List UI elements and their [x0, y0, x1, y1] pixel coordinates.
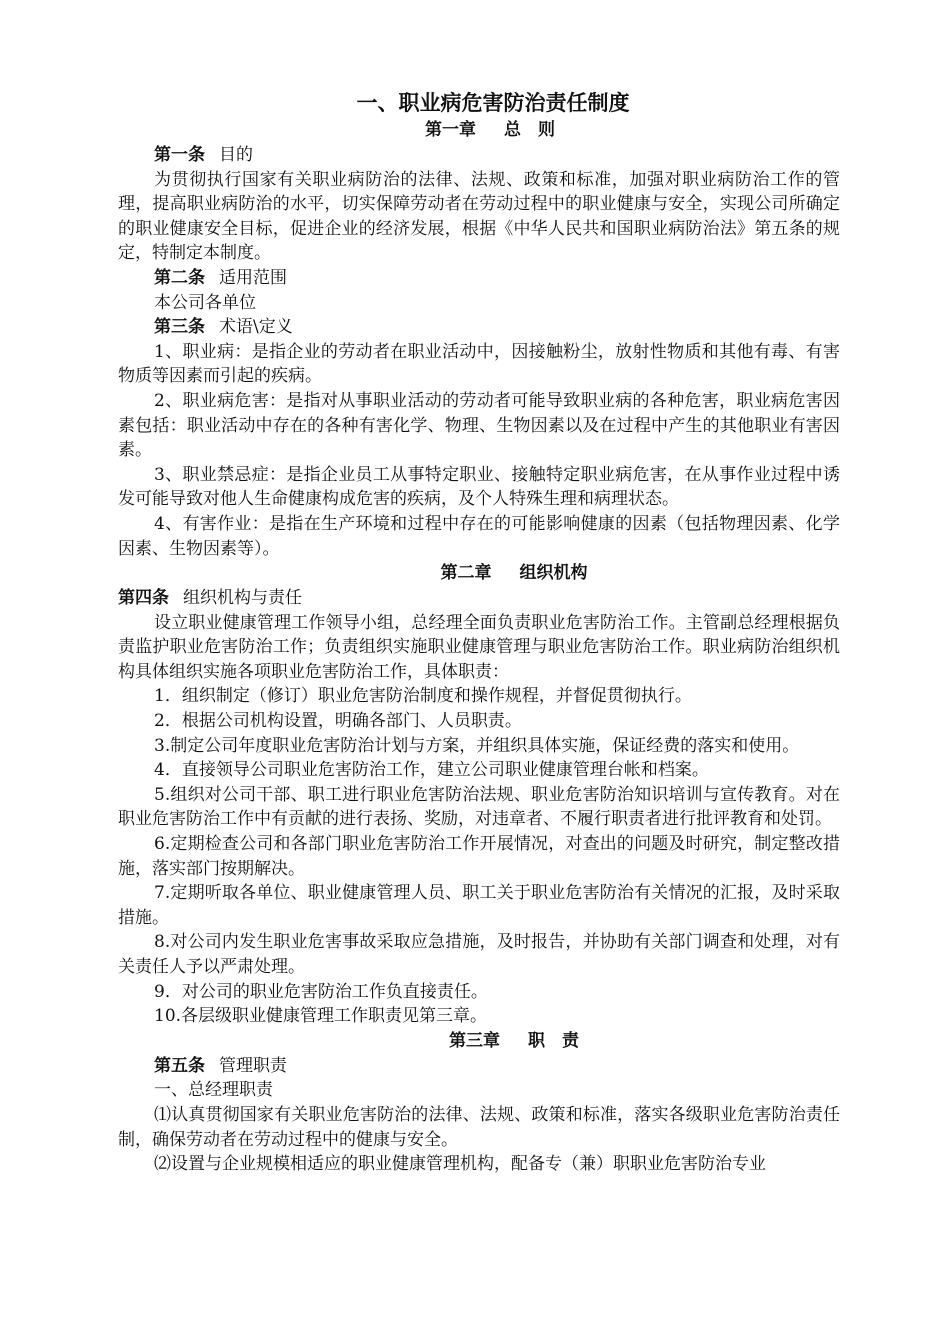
list-item: 6.定期检查公司和各部门职业危害防治工作开展情况，对查出的问题及时研究，制定整改措施，落实部门按期解决。	[118, 834, 840, 879]
article-label: 第三条	[154, 317, 205, 338]
chapter-number: 第二章	[440, 563, 492, 584]
article-label: 第四条	[118, 588, 169, 609]
chapter-number: 第一章	[425, 120, 476, 140]
paragraph: 本公司各单位	[154, 292, 256, 313]
list-item: 9．对公司的职业危害防治工作负直接责任。	[154, 981, 488, 1002]
chapter-name: 总 则	[504, 120, 555, 140]
list-item: 10.各层级职业健康管理工作职责见第三章。	[154, 1006, 488, 1027]
article-heading	[118, 586, 840, 611]
list-item: 3.制定公司年度职业危害防治计划与方案，并组织具体实施，保证经费的落实和使用。	[154, 735, 800, 756]
article-label: 第二条	[154, 267, 205, 288]
article-heading	[118, 315, 840, 340]
article-name: 管理职责	[219, 1055, 287, 1076]
list-item: 1、职业病：是指企业的劳动者在职业活动中，因接触粉尘，放射性物质和其他有毒、有害物质等因素而引起的疾病。	[118, 341, 840, 387]
article-name: 适用范围	[219, 267, 287, 288]
list-item: 1．组织制定（修订）职业危害防治制度和操作规程，并督促贯彻执行。	[154, 686, 692, 707]
list-item: 8.对公司内发生职业危害事故采取应急措施，及时报告，并协助有关部门调查和处理，对有关责任人予以严肃处理。	[118, 932, 840, 977]
article-label: 第一条	[154, 145, 205, 165]
paragraph: 设立职业健康管理工作领导小组，总经理全面负责职业危害防治工作。主管副总经理根据负责监护职业危害防治工作；负责组织实施职业健康管理与职业危害防治工作。职业病防治组织机构具体组织实施各项职业危害防治工作，具体职责：	[118, 612, 840, 682]
list-item: 3、职业禁忌症：是指企业员工从事特定职业、接触特定职业病危害，在从事作业过程中诱发可能导致对他人生命健康构成危害的疾病，及个人特殊生理和病理状态。	[118, 464, 840, 510]
article-name: 组织机构与责任	[183, 588, 302, 609]
article-label: 第五条	[154, 1055, 205, 1076]
article-name: 术语\定义	[219, 317, 293, 338]
chapter-heading	[188, 1029, 840, 1054]
chapter-heading	[140, 118, 840, 143]
list-item: ⑴认真贯彻国家有关职业危害防治的法律、法规、政策和标准，落实各级职业危害防治责任制，确保劳动者在劳动过程中的健康与安全。	[118, 1104, 840, 1150]
paragraph: 为贯彻执行国家有关职业病防治的法律、法规、政策和标准，加强对职业病防治工作的管理，提高职业病防治的水平，切实保障劳动者在劳动过程中的职业健康与安全，实现公司所确定的职业健康安全目标，促进企业的经济发展，根据《中华人民共和国职业病防治法》第五条的规定，特制定本制度。	[118, 169, 840, 264]
article-heading	[118, 1054, 840, 1079]
article-name: 目的	[219, 145, 253, 165]
chapter-heading	[188, 561, 840, 586]
subsection-heading: 一、总经理职责	[154, 1080, 273, 1101]
chapter-name: 组织机构	[519, 563, 588, 584]
article-heading	[118, 143, 840, 168]
chapter-name: 职 责	[528, 1030, 579, 1051]
document-page	[118, 88, 840, 1177]
list-item: 2．根据公司机构设置，明确各部门、人员职责。	[154, 711, 522, 732]
list-item: 7.定期听取各单位、职业健康管理人员、职工关于职业危害防治有关情况的汇报，及时采取措施。	[118, 883, 840, 928]
list-item: ⑵设置与企业规模相适应的职业健康管理机构，配备专（兼）职职业危害防治专业	[154, 1154, 766, 1175]
article-heading	[118, 266, 840, 291]
document-title: 一、职业病危害防治责任制度	[356, 90, 630, 115]
chapter-number: 第三章	[449, 1030, 500, 1051]
list-item: 4．直接领导公司职业危害防治工作，建立公司职业健康管理台帐和档案。	[154, 760, 709, 781]
list-item: 2、职业病危害：是指对从事职业活动的劳动者可能导致职业病的各种危害，职业病危害因素包括：职业活动中存在的各种有害化学、物理、生物因素以及在过程中产生的其他职业有害因素。	[118, 390, 840, 461]
list-item: 4、有害作业：是指在生产环境和过程中存在的可能影响健康的因素（包括物理因素、化学因素、生物因素等）。	[118, 513, 840, 559]
list-item: 5.组织对公司干部、职工进行职业危害防治法规、职业危害防治知识培训与宣传教育。对在职业危害防治工作中有贡献的进行表扬、奖励，对违章者、不履行职责者进行批评教育和处罚。	[118, 784, 840, 830]
